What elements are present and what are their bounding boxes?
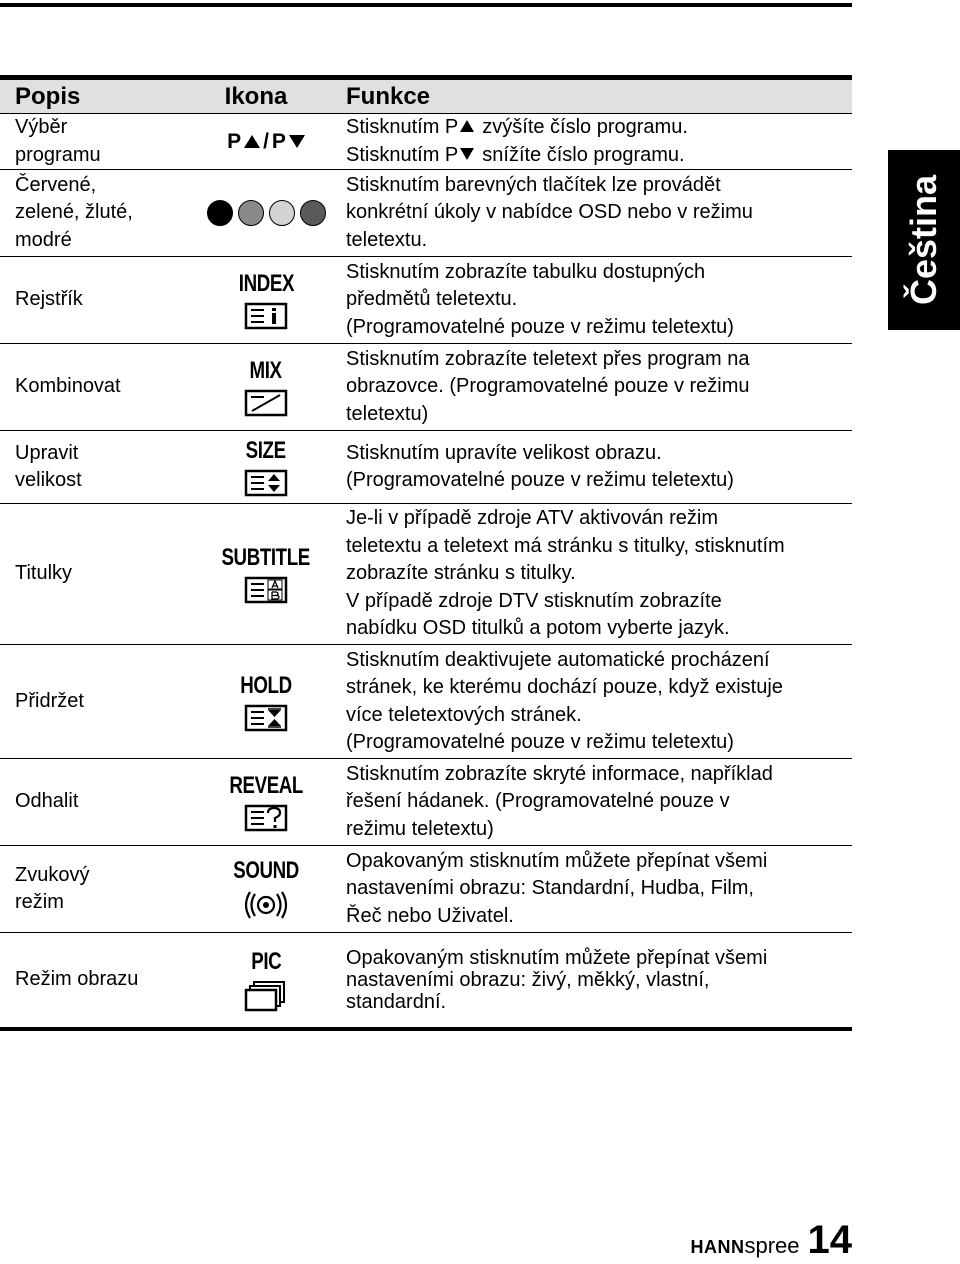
color-dot-0 (207, 200, 233, 226)
table-row (0, 846, 852, 933)
top-rule (0, 3, 852, 7)
row-description: Červené, zelené, žluté, modré (15, 173, 133, 251)
language-tab (888, 150, 960, 330)
language-tab-label: Čeština (903, 174, 945, 306)
table-row (0, 933, 852, 1031)
row-function: Opakovaným stisknutím můžete přepínat všemi nastaveními obrazu: Standardní, Hudba, Film, Řeč nebo Uživatel. (346, 849, 768, 927)
row-function: Je-li v případě zdroje ATV aktivován režim teletextu a teletext má stránku s titulky, stisknutím zobrazíte stránku s titulky. V případě zdroje DTV stisknutím zobrazíte nabídku OSD titulků a potom vyberte jazyk. (346, 507, 785, 640)
row-function: Stisknutím zobrazíte tabulku dostupných předmětů teletextu. (Programovatelné pouze v režimu teletextu) (346, 260, 734, 338)
table-row (0, 257, 852, 344)
table-row (0, 114, 852, 170)
table-row (0, 645, 852, 759)
header-icon: Ikona (224, 82, 288, 110)
row-description: Upravit velikost (15, 441, 82, 491)
reveal-icon: REVEAL (200, 772, 332, 832)
color-dot-1 (238, 200, 264, 226)
header-function: Funkce (346, 82, 431, 110)
table-row (0, 344, 852, 431)
row-description: Výběr programu (15, 116, 101, 166)
mix-icon: MIX (200, 357, 332, 417)
table-row (0, 170, 852, 257)
row-description: Kombinovat (15, 375, 121, 398)
brand-logo-bold: HANN (690, 1237, 745, 1257)
row-description: Odhalit (15, 790, 79, 813)
color-buttons-icon (200, 200, 332, 226)
row-description: Zvukový režim (15, 863, 90, 913)
sound-icon: SOUND (200, 857, 332, 921)
page-number: 14 (807, 1218, 852, 1262)
hold-icon: HOLD (200, 672, 332, 732)
row-function: Stisknutím P zvýšíte číslo programu. Stisknutím P snížíte číslo programu. (346, 116, 688, 166)
row-function: Stisknutím deaktivujete automatické procházení stránek, ke kterému dochází pouze, když existuje více teletextových stránek. (Programovatelné pouze v režimu teletextu) (346, 648, 783, 753)
row-function: Stisknutím upravíte velikost obrazu. (Programovatelné pouze v režimu teletextu) (346, 441, 734, 491)
row-description: Přidržet (15, 689, 84, 712)
color-dot-3 (300, 200, 326, 226)
row-function: Stisknutím zobrazíte teletext přes program na obrazovce. (Programovatelné pouze v režimu teletextu) (346, 347, 750, 425)
index-icon: INDEX (200, 270, 332, 330)
table-header (0, 75, 852, 114)
remote-functions-table (0, 75, 852, 1031)
page-footer (690, 1218, 852, 1263)
picture-icon: PIC (200, 948, 332, 1012)
header-description: Popis (15, 82, 81, 110)
table-row (0, 504, 852, 645)
row-function: Opakovaným stisknutím můžete přepínat všemi nastaveními obrazu: živý, měkký, vlastní, standardní. (346, 947, 768, 1013)
size-icon: SIZE (200, 437, 332, 497)
table-row (0, 759, 852, 846)
row-function: Stisknutím zobrazíte skryté informace, například řešení hádanek. (Programovatelné pouze v režimu teletextu) (346, 762, 773, 840)
color-dot-2 (269, 200, 295, 226)
brand-logo-light: spree (744, 1233, 800, 1258)
program-up-down-icon: P / P (200, 130, 332, 154)
row-description: Titulky (15, 562, 73, 585)
table-row (0, 431, 852, 504)
subtitle-icon: SUBTITLE (200, 544, 332, 604)
row-description: Rejstřík (15, 288, 83, 311)
row-description: Režim obrazu (15, 968, 139, 991)
row-function: Stisknutím barevných tlačítek lze provádět konkrétní úkoly v nabídce OSD nebo v režimu teletextu. (346, 173, 753, 251)
